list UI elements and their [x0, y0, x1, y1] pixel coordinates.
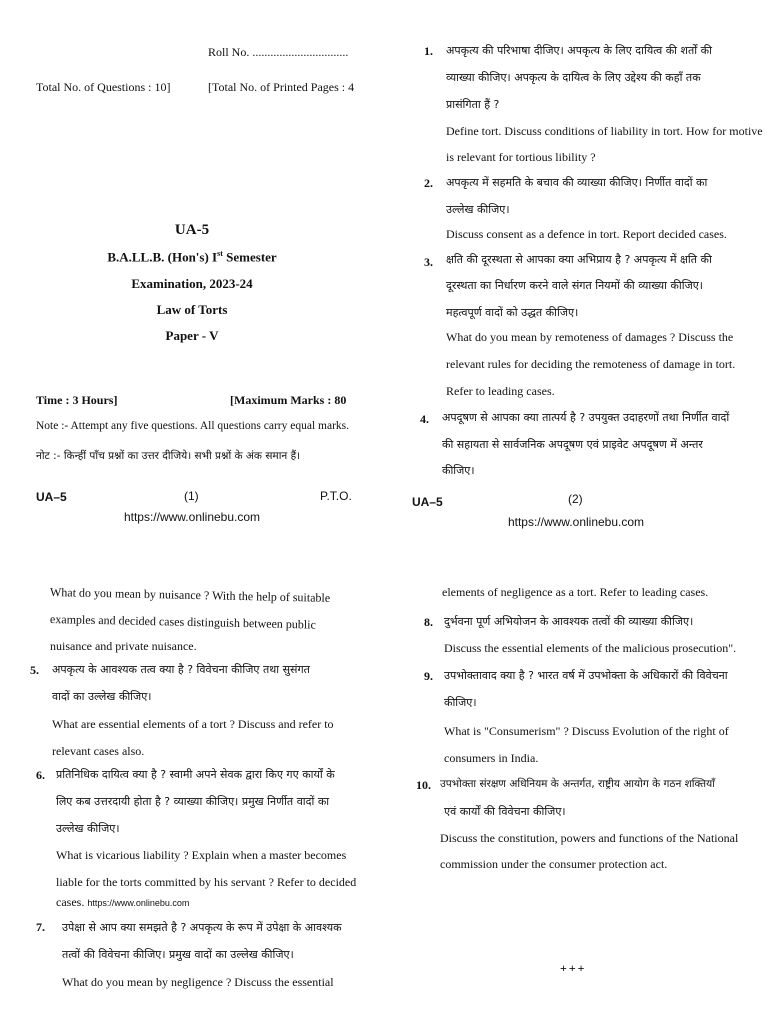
question-hindi-line: लिए कब उत्तरदायी होता है ? व्याख्या कीजिए। प्रमुख निर्णीत वादों का	[56, 795, 330, 808]
question-hindi-line: दूरस्थता का निर्धारण करने वाले संगत नियमों की व्याख्या कीजिए।	[446, 279, 703, 292]
question-english-line: What is "Consumerism" ? Discuss Evolution of the right of	[444, 724, 729, 738]
question-number: 4.	[420, 412, 429, 426]
time-allowed: Time : 3 Hours]	[36, 393, 118, 407]
footer-url: https://www.onlinebu.com	[123, 510, 261, 524]
question-english-line: Refer to leading cases.	[446, 384, 555, 398]
question-english-line: commission under the consumer protection act.	[440, 857, 668, 871]
total-questions: Total No. of Questions : 10]	[36, 80, 171, 94]
question-english-line: cases. https://www.onlinebu.com	[56, 895, 190, 909]
question-english-line: consumers in India.	[444, 751, 539, 765]
page-number: (1)	[184, 489, 199, 503]
footer-code: UA–5	[412, 495, 443, 509]
note-english: Note :- Attempt any five questions. All questions carry equal marks.	[36, 420, 349, 432]
question-english-line: elements of negligence as a tort. Refer to leading cases.	[442, 585, 709, 599]
page-3	[0, 575, 384, 1024]
question-english-line: Discuss the essential elements of the malicious prosecution".	[444, 641, 737, 655]
question-english-line: What do you mean by remoteness of damages ? Discuss the	[446, 330, 734, 344]
paper-number: Paper - V	[165, 328, 219, 343]
question-hindi-line: कीजिए।	[444, 696, 477, 709]
question-english-line: What are essential elements of a tort ? Discuss and refer to	[52, 717, 334, 731]
total-pages: [Total No. of Printed Pages : 4	[208, 80, 355, 94]
footer-code: UA–5	[36, 490, 67, 504]
question-hindi-line: कीजिए।	[442, 464, 475, 477]
question-english-line: Discuss the constitution, powers and functions of the National	[440, 831, 739, 845]
question-english-line: relevant cases also.	[52, 744, 145, 758]
question-number: 7.	[36, 920, 45, 934]
question-hindi-line: तत्वों की विवेचना कीजिए। प्रमुख वादों का उल्लेख कीजिए।	[62, 948, 294, 961]
question-hindi-line: उपभोक्ता संरक्षण अधिनियम के अन्तर्गत, राष्ट्रीय आयोग के गठन शक्तियाँ	[440, 778, 715, 790]
paper-code: UA-5	[174, 222, 210, 238]
question-number: 6.	[36, 768, 45, 782]
question-number: 1.	[424, 44, 433, 58]
roll-number-field: Roll No. ................................	[208, 45, 349, 59]
watermark-url: https://www.onlinebu.com	[87, 898, 190, 908]
question-english-line: What do you mean by negligence ? Discuss the essential	[62, 975, 334, 989]
question-hindi-line: की सहायता से सार्वजनिक अपदूषण एवं प्राइवेट अपदूषण में अन्तर	[442, 438, 703, 451]
question-hindi-line: उपेक्षा से आप क्या समझते है ? अपकृत्य के रूप में उपेक्षा के आवश्यक	[62, 921, 342, 934]
question-hindi-line: उपभोक्तावाद क्या है ? भारत वर्ष में उपभोक्ता के अधिकारों की विवेचना	[444, 669, 728, 682]
page-2	[384, 0, 768, 530]
question-hindi-line: व्याख्या कीजिए। अपकृत्य के दायित्व के लिए उद्देश्य की कहाँ तक	[446, 71, 701, 84]
question-hindi-line: वादों का उल्लेख कीजिए।	[52, 690, 152, 703]
question-english-line: nuisance and private nuisance.	[50, 639, 197, 653]
course-title: B.A.LL.B. (Hon's) Ist Semester	[107, 249, 277, 265]
maximum-marks: [Maximum Marks : 80	[230, 393, 347, 407]
question-english-line: examples and decided cases distinguish between public	[49, 612, 317, 632]
exam-title: Examination, 2023-24	[131, 276, 253, 291]
page-4	[384, 575, 768, 1024]
subject-title: Law of Torts	[156, 302, 228, 317]
question-number: 5.	[30, 663, 39, 677]
pto-label: P.T.O.	[320, 489, 352, 503]
question-english-line: What do you mean by nuisance ? With the help of suitable	[49, 585, 331, 605]
question-hindi-line: अपकृत्य की परिभाषा दीजिए। अपकृत्य के लिए दायित्व की शर्तों की	[446, 44, 712, 57]
question-hindi-line: उल्लेख कीजिए।	[56, 822, 120, 835]
question-number: 2.	[424, 176, 433, 190]
question-hindi-line: एवं कार्यों की विवेचना कीजिए।	[444, 805, 566, 818]
question-hindi-line: महत्वपूर्ण वादों को उद्धत कीजिए।	[446, 306, 579, 319]
question-hindi-line: अपकृत्य के आवश्यक तत्व क्या है ? विवेचना कीजिए तथा सुसंगत	[52, 663, 310, 676]
question-number: 3.	[424, 255, 433, 269]
question-hindi-line: अपदूषण से आपका क्या तात्पर्य है ? उपयुक्त उदाहरणों तथा निर्णीत वादों	[442, 411, 730, 424]
page-number: (2)	[568, 492, 583, 506]
question-hindi-line: दुर्भवना पूर्ण अभियोजन के आवश्यक तत्वों की व्याख्या कीजिए।	[444, 615, 694, 628]
question-english-line: liable for the torts committed by his servant ? Refer to decided	[56, 875, 357, 889]
question-number: 10.	[416, 778, 431, 792]
question-hindi-line: क्षति की दूरस्थता से आपका क्या अभिप्राय है ? अपकृत्य में क्षति की	[446, 253, 712, 266]
question-english-line: Define tort. Discuss conditions of liability in tort. How for motive	[446, 124, 763, 138]
question-english-line: Discuss consent as a defence in tort. Report decided cases.	[446, 227, 727, 241]
question-hindi-line: अपकृत्य में सहमति के बचाव की व्याख्या कीजिए। निर्णीत वादों का	[446, 176, 708, 189]
page-1	[0, 0, 384, 530]
question-english-line: What is vicarious liability ? Explain when a master becomes	[56, 848, 347, 862]
question-number: 9.	[424, 669, 433, 683]
footer-url: https://www.onlinebu.com	[507, 515, 645, 529]
question-hindi-line: उल्लेख कीजिए।	[446, 203, 510, 216]
question-number: 8.	[424, 615, 433, 629]
end-of-paper-mark: +++	[560, 961, 587, 975]
question-english-line: relevant rules for deciding the remoteness of damage in tort.	[446, 357, 736, 371]
question-hindi-line: प्रासंगिता हैं ?	[446, 98, 500, 111]
question-english-line: is relevant for tortious libility ?	[446, 150, 596, 164]
question-hindi-line: प्रतिनिधिक दायित्व क्या है ? स्वामी अपने सेवक द्वारा किए गए कार्यों के	[56, 768, 335, 781]
note-hindi: नोट :- किन्हीं पाँच प्रश्नों का उत्तर दीजिये। सभी प्रश्नों के अंक समान हैं।	[36, 450, 301, 462]
